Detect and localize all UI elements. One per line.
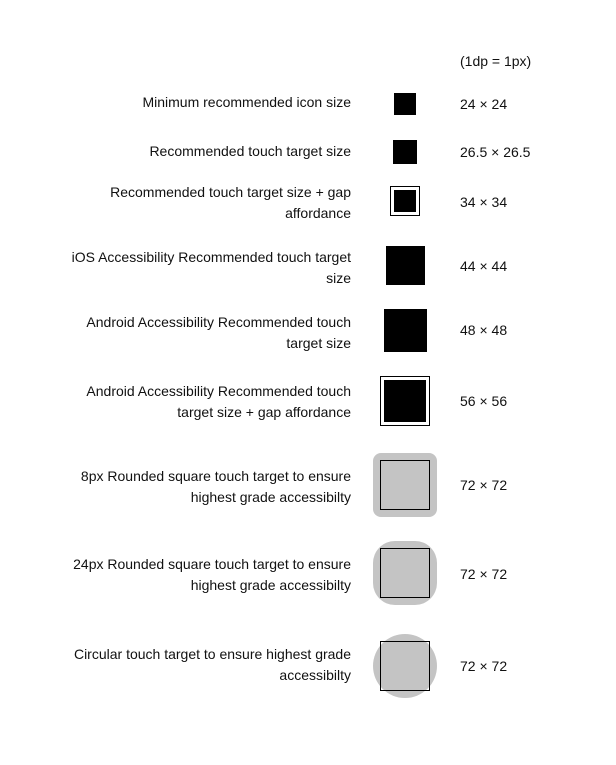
inner-target (380, 641, 430, 691)
row-size: 56 × 56 (460, 393, 508, 409)
row-label: Android Accessibility Recommended touch target size + gap affordance (86, 383, 351, 420)
row-size: 44 × 44 (460, 258, 508, 274)
row-size: 34 × 34 (460, 194, 508, 210)
solid-square-26-5 (393, 140, 417, 164)
rounded-square-24px-target (373, 541, 437, 605)
row-label: Circular touch target to ensure highest grade accessibilty (73, 646, 351, 683)
row-size: 48 × 48 (460, 322, 508, 338)
row-label: Recommended touch target size + gap affordance (110, 184, 351, 221)
framed-square-56 (380, 376, 430, 426)
framed-square-34 (390, 186, 420, 216)
row-size: 72 × 72 (460, 658, 508, 674)
unit-note: (1dp = 1px) (460, 53, 532, 69)
rounded-square-8px-target (373, 453, 437, 517)
inner-target (380, 548, 430, 598)
row-size: 24 × 24 (460, 96, 508, 112)
row-label: Minimum recommended icon size (142, 94, 351, 110)
row-size: 72 × 72 (460, 566, 508, 582)
solid-square-44 (386, 246, 425, 285)
row-size: 26.5 × 26.5 (460, 144, 531, 160)
row-label: Recommended touch target size (149, 143, 351, 159)
row-label: 24px Rounded square touch target to ensure highest grade accessibilty (73, 556, 351, 593)
row-label: 8px Rounded square touch target to ensure highest grade accessibilty (80, 468, 351, 505)
row-label: iOS Accessibility Recommended touch target size (71, 249, 351, 286)
row-label: Android Accessibility Recommended touch target size (86, 314, 351, 351)
solid-square-24 (394, 93, 416, 115)
solid-square-48 (384, 309, 427, 352)
row-size: 72 × 72 (460, 477, 508, 493)
inner-target (384, 380, 426, 422)
circular-target (373, 634, 437, 698)
inner-target (380, 460, 430, 510)
inner-target (394, 190, 416, 212)
